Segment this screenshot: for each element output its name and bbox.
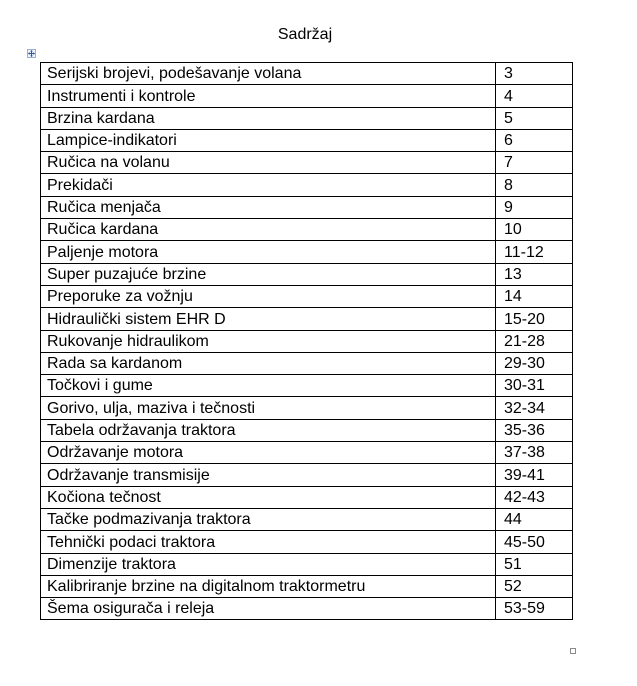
toc-entry-label[interactable]: Rukovanje hidraulikom	[41, 330, 496, 352]
table-row	[41, 553, 573, 575]
table-row	[41, 241, 573, 263]
toc-entry-page[interactable]: 35-36	[496, 419, 573, 441]
table-row	[41, 531, 573, 553]
toc-entry-label[interactable]: Tehnički podaci traktora	[41, 531, 496, 553]
table-row	[41, 152, 573, 174]
toc-entry-page[interactable]: 44	[496, 508, 573, 530]
table-row	[41, 330, 573, 352]
toc-entry-label[interactable]: Tabela održavanja traktora	[41, 419, 496, 441]
toc-entry-page[interactable]: 30-31	[496, 375, 573, 397]
table-row	[41, 174, 573, 196]
toc-entry-page[interactable]: 29-30	[496, 352, 573, 374]
toc-entry-label[interactable]: Super puzajuće brzine	[41, 263, 496, 285]
table-row	[41, 85, 573, 107]
toc-entry-page[interactable]: 45-50	[496, 531, 573, 553]
table-row	[41, 419, 573, 441]
toc-entry-page[interactable]: 7	[496, 152, 573, 174]
table-move-handle-icon[interactable]	[27, 49, 36, 58]
toc-entry-label[interactable]: Tačke podmazivanja traktora	[41, 508, 496, 530]
toc-entry-label[interactable]: Paljenje motora	[41, 241, 496, 263]
toc-entry-label[interactable]: Hidraulički sistem EHR D	[41, 308, 496, 330]
table-row	[41, 63, 573, 85]
table-row	[41, 219, 573, 241]
toc-entry-page[interactable]: 10	[496, 219, 573, 241]
toc-entry-page[interactable]: 51	[496, 553, 573, 575]
toc-entry-label[interactable]: Serijski brojevi, podešavanje volana	[41, 63, 496, 85]
toc-entry-label[interactable]: Kočiona tečnost	[41, 486, 496, 508]
toc-entry-page[interactable]: 32-34	[496, 397, 573, 419]
table-row	[41, 397, 573, 419]
toc-entry-label[interactable]: Točkovi i gume	[41, 375, 496, 397]
table-row	[41, 375, 573, 397]
toc-entry-label[interactable]: Prekidači	[41, 174, 496, 196]
table-row	[41, 464, 573, 486]
table-row	[41, 508, 573, 530]
toc-entry-page[interactable]: 39-41	[496, 464, 573, 486]
toc-entry-label[interactable]: Dimenzije traktora	[41, 553, 496, 575]
toc-entry-page[interactable]: 21-28	[496, 330, 573, 352]
table-row	[41, 442, 573, 464]
toc-entry-page[interactable]: 15-20	[496, 308, 573, 330]
toc-entry-page[interactable]: 13	[496, 263, 573, 285]
toc-entry-page[interactable]: 42-43	[496, 486, 573, 508]
toc-entry-label[interactable]: Kalibriranje brzine na digitalnom traktormetru	[41, 575, 496, 597]
table-row	[41, 196, 573, 218]
toc-entry-page[interactable]: 6	[496, 129, 573, 151]
table-row	[41, 352, 573, 374]
toc-entry-label[interactable]: Održavanje transmisije	[41, 464, 496, 486]
toc-entry-label[interactable]: Ručica na volanu	[41, 152, 496, 174]
table-row	[41, 308, 573, 330]
toc-entry-label[interactable]: Gorivo, ulja, maziva i tečnosti	[41, 397, 496, 419]
table-resize-handle-icon[interactable]	[570, 648, 576, 654]
toc-entry-label[interactable]: Instrumenti i kontrole	[41, 85, 496, 107]
toc-entry-label[interactable]: Lampice-indikatori	[41, 129, 496, 151]
toc-entry-page[interactable]: 5	[496, 107, 573, 129]
table-row	[41, 107, 573, 129]
toc-entry-page[interactable]: 9	[496, 196, 573, 218]
table-row	[41, 285, 573, 307]
toc-entry-page[interactable]: 11-12	[496, 241, 573, 263]
table-row	[41, 598, 573, 620]
table-row	[41, 486, 573, 508]
toc-entry-label[interactable]: Šema osigurača i releja	[41, 598, 496, 620]
toc-entry-label[interactable]: Brzina kardana	[41, 107, 496, 129]
toc-entry-page[interactable]: 53-59	[496, 598, 573, 620]
table-row	[41, 575, 573, 597]
toc-entry-label[interactable]: Održavanje motora	[41, 442, 496, 464]
table-of-contents	[40, 62, 573, 620]
toc-entry-page[interactable]: 3	[496, 63, 573, 85]
table-row	[41, 129, 573, 151]
toc-entry-label[interactable]: Preporuke za vožnju	[41, 285, 496, 307]
toc-entry-page[interactable]: 14	[496, 285, 573, 307]
toc-entry-label[interactable]: Rada sa kardanom	[41, 352, 496, 374]
toc-entry-page[interactable]: 37-38	[496, 442, 573, 464]
table-row	[41, 263, 573, 285]
document-title: Sadržaj	[277, 26, 333, 43]
toc-entry-page[interactable]: 8	[496, 174, 573, 196]
toc-entry-page[interactable]: 52	[496, 575, 573, 597]
toc-entry-page[interactable]: 4	[496, 85, 573, 107]
toc-entry-label[interactable]: Ručica menjača	[41, 196, 496, 218]
toc-entry-label[interactable]: Ručica kardana	[41, 219, 496, 241]
